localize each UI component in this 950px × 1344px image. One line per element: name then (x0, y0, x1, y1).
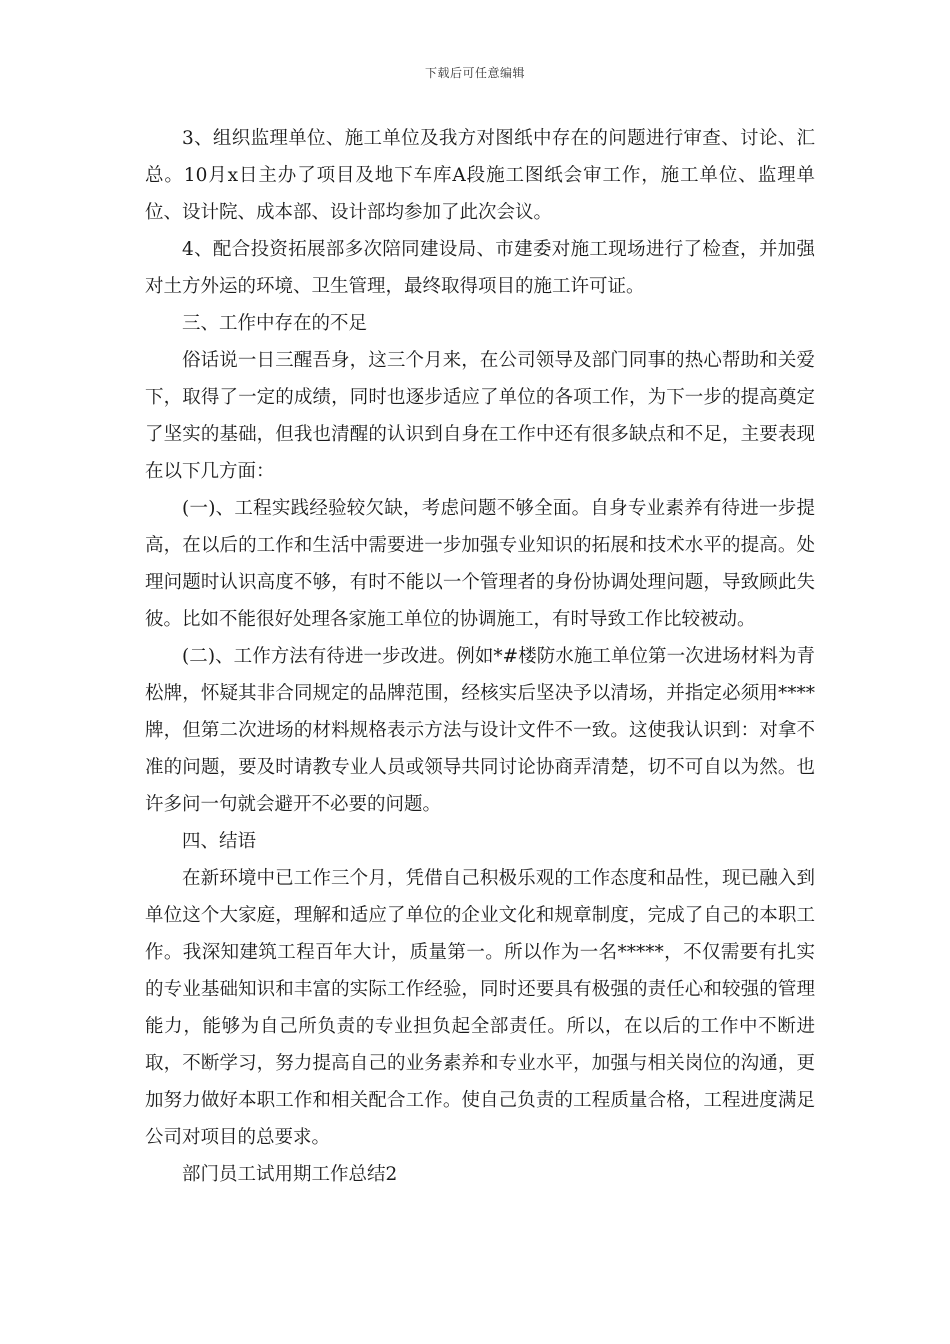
paragraph-item-4: 4、配合投资拓展部多次陪同建设局、市建委对施工现场进行了检查，并加强对土方外运的环境、卫生管理，最终取得项目的施工许可证。 (145, 239, 815, 297)
paragraph-conclusion: 在新环境中已工作三个月，凭借自己积极乐观的工作态度和品性，现已融入到单位这个大家庭，理解和适应了单位的企业文化和规章制度，完成了自己的本职工作。我深知建筑工程百年大计，质量第一。所以作为一名*****，不仅需要有扎实的专业基础知识和丰富的实际工作经验，同时还要具有极强的责任心和较强的管理能力，能够为自己所负责的专业担负起全部责任。所以，在以后的工作中不断进取，不断学习，努力提高自己的业务素养和专业水平，加强与相关岗位的沟通，更加努力做好本职工作和相关配合工作。使自己负责的工程质量合格，工程进度满足公司对项目的总要求。 (145, 868, 815, 1148)
page-header-note: 下载后可任意编辑 (424, 66, 525, 80)
paragraph-item-3: 3、组织监理单位、施工单位及我方对图纸中存在的问题进行审查、讨论、汇总。10月x日主办了项目及地下车库A段施工图纸会审工作，施工单位、监理单位、设计院、成本部、设计部均参加了此次会议。 (145, 128, 815, 223)
paragraph-shortcomings-intro: 俗话说一日三醒吾身，这三个月来，在公司领导及部门同事的热心帮助和关爱下，取得了一定的成绩，同时也逐步适应了单位的各项工作，为下一步的提高奠定了坚实的基础，但我也清醒的认识到自身在工作中还有很多缺点和不足，主要表现在以下几方面： (145, 350, 815, 482)
paragraph-shortcoming-1: (一)、工程实践经验较欠缺，考虑问题不够全面。自身专业素养有待进一步提高，在以后的工作和生活中需要进一步加强专业知识的拓展和技术水平的提高。处理问题时认识高度不够，有时不能以一个管理者的身份协调处理问题，导致顾此失彼。比如不能很好处理各家施工单位的协调施工，有时导致工作比较被动。 (145, 498, 815, 630)
paragraph-shortcoming-2: (二)、工作方法有待进一步改进。例如*#楼防水施工单位第一次进场材料为青松牌，怀疑其非合同规定的品牌范围，经核实后坚决予以清场，并指定必须用****牌，但第二次进场的材料规格表示方法与设计文件不一致。这使我认识到：对拿不准的问题，要及时请教专业人员或领导共同讨论协商弄清楚，切不可自以为然。也许多问一句就会避开不必要的问题。 (145, 646, 815, 815)
section-heading-conclusion: 四、结语 (182, 831, 257, 852)
section-heading-shortcomings: 三、工作中存在的不足 (182, 313, 368, 334)
document-title-next: 部门员工试用期工作总结2 (182, 1164, 398, 1185)
document-body (145, 120, 815, 1193)
